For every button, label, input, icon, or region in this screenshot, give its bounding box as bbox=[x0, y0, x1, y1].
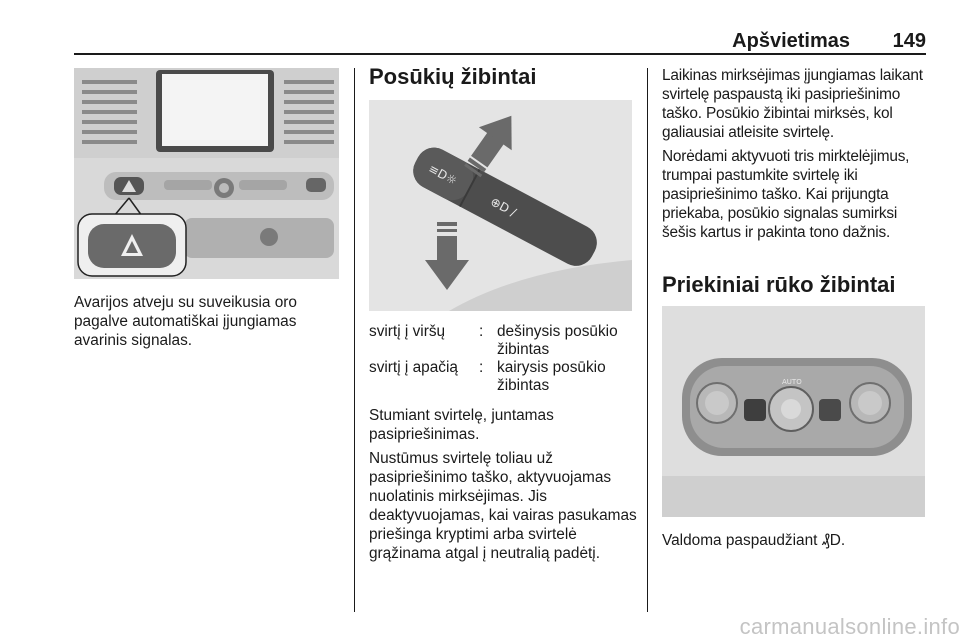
paragraph: Avarijos atveju su suveikusia oro pagalve automatiškai įjungiamas avarinis signalas. bbox=[74, 294, 297, 349]
hazard-airbag-text bbox=[74, 293, 339, 355]
hazard-button-photo bbox=[74, 68, 339, 279]
light-switch-panel-photo bbox=[662, 306, 925, 517]
definition-term: svirtį į apačią bbox=[369, 359, 458, 376]
fog-light-symbol: ₰D. bbox=[821, 532, 846, 549]
paragraph bbox=[662, 531, 928, 550]
caption-text: Valdoma paspaudžiant bbox=[662, 532, 822, 549]
turn-signals-heading: Posūkių žibintai bbox=[369, 64, 537, 89]
definition-separator: : bbox=[479, 323, 484, 340]
watermark: carmanualsonline.info bbox=[739, 614, 960, 639]
fog-lights-heading: Priekiniai rūko žibintai bbox=[662, 272, 896, 297]
turn-signals-continued bbox=[662, 66, 928, 247]
turn-signals-body bbox=[369, 406, 639, 568]
fog-lights-caption bbox=[662, 531, 928, 555]
column-divider-left bbox=[354, 68, 355, 612]
definition-separator: : bbox=[479, 359, 484, 376]
svg-text:⊕D /: ⊕D / bbox=[488, 194, 519, 220]
definition-row bbox=[369, 323, 639, 359]
turn-signal-lever-illustration bbox=[369, 100, 632, 311]
definition-row bbox=[369, 359, 639, 395]
page-number: 149 bbox=[892, 30, 926, 52]
column-divider-right bbox=[647, 68, 648, 612]
paragraph: Nustūmus svirtelę toliau už pasipriešinimo taško, aktyvuojamas nuolatinis mirksėjimas. Jis deaktyvuojamas, kai vairas pasukamas priešinga kryptimi arba svirtelė grąžinama atgal į neutralią padėtį. bbox=[369, 450, 637, 562]
svg-text:AUTO: AUTO bbox=[782, 378, 802, 386]
definition-description: dešinysis posūkio žibintas bbox=[497, 323, 618, 358]
paragraph: Laikinas mirksėjimas įjungiamas laikant svirtelę paspaustą iki pasipriešinimo taško. Posūkio žibintai mirksės, kol galiausiai atleisite svirtelę. bbox=[662, 67, 923, 141]
lever-direction-table bbox=[369, 323, 639, 395]
paragraph: Norėdami aktyvuoti tris mirktelėjimus, trumpai pastumkite svirtelę iki pasipriešinimo taško. Kai prijungta priekaba, posūkio signalas sumirksi šešis kartus ir pakinta tono dažnis. bbox=[662, 148, 910, 241]
header-rule bbox=[74, 53, 926, 55]
svg-text:≡D☼: ≡D☼ bbox=[426, 161, 460, 189]
section-title: Apšvietimas bbox=[732, 30, 850, 52]
paragraph: Stumiant svirtelę, juntamas pasipriešinimas. bbox=[369, 407, 554, 443]
definition-description: kairysis posūkio žibintas bbox=[497, 359, 606, 394]
definition-term: svirtį į viršų bbox=[369, 323, 446, 340]
